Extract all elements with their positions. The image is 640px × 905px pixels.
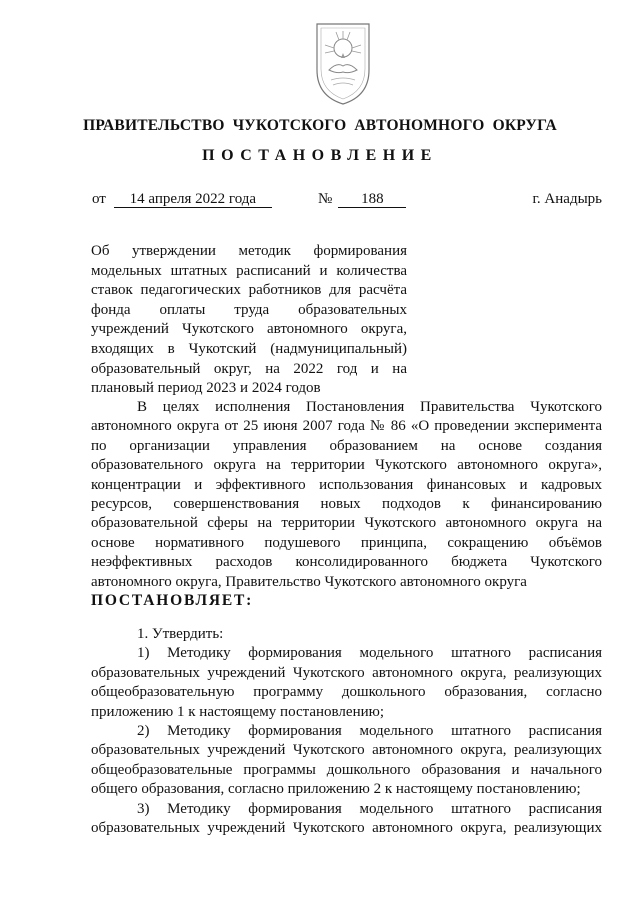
preamble-line: В целях исполнения Постановления Правительства Чукотского [137,399,602,415]
item-line: 3) Методику формирования модельного штатного расписания [137,800,602,817]
preamble-line: образовательной сферы на территории Чукотского автономного округа на [91,515,602,532]
document-type: ПОСТАНОВЛЕНИЕ [202,147,438,164]
preamble-line: образовательного округа на территории Чукотского автономного округа», [91,457,602,474]
caption-line: Об утверждении методик формирования [91,243,407,259]
document-date [92,191,272,208]
preamble-line: автономного округа от 25 июня 2007 года № 86 «О проведении эксперимента [91,418,602,435]
item-line: 1. Утвердить: [137,626,224,642]
preamble-line: основе нормативного подушевого принципа, сокращению объёмов [91,534,602,551]
caption-line: фонда оплаты труда образовательных [91,301,407,318]
item-line: 1) Методику формирования модельного штатного расписания [137,645,602,662]
preamble-line: ресурсов, совершенствования новых подходов к финансированию [91,496,602,513]
document-caption [91,242,407,399]
document-city: г. Анадырь [532,191,602,207]
preamble-line: по организации управления образованием на основе создания [91,437,602,454]
document-number [318,191,406,208]
caption-line: ставок педагогических работников для расчёта [91,282,407,299]
caption-line: модельных штатных расписаний и количества [91,262,407,279]
caption-line: учреждений Чукотского автономного округа, [91,321,407,338]
item-line: общеобразовательную программу дошкольного образования, согласно [91,684,602,701]
item-line: общеобразовательные программы дошкольного образования и начального [91,761,602,778]
number-value: 188 [338,192,406,208]
preamble-line: неэффективных расходов консолидированного бюджета Чукотского [91,554,602,571]
date-value: 14 апреля 2022 года [114,192,272,208]
date-label: от [92,191,106,207]
item-line: общего образования, согласно приложению 2 к настоящему постановлению; [91,781,581,798]
item-line: образовательных учреждений Чукотского автономного округа, реализующих [91,664,602,681]
caption-line: плановый период 2023 и 2024 годов [91,380,321,397]
item-line: образовательных учреждений Чукотского автономного округа, реализующих [91,742,602,759]
government-title: ПРАВИТЕЛЬСТВО ЧУКОТСКОГО АВТОНОМНОГО ОКРУГА [83,117,557,134]
caption-line: образовательный округ, на 2022 год и на [91,360,407,377]
caption-line: входящих в Чукотский (надмуниципальный) [91,340,407,357]
preamble-paragraph [91,398,602,592]
decree-items [91,625,602,838]
preamble-line: концентрации и эффективного использования финансовых и кадровых [91,476,602,493]
preamble-line: автономного округа, Правительство Чукотского автономного округа [91,573,527,590]
decree-heading: ПОСТАНОВЛЯЕТ: [91,592,254,609]
number-label: № [318,191,333,207]
item-line: приложению 1 к настоящему постановлению; [91,703,384,720]
item-line: 2) Методику формирования модельного штатного расписания [137,723,602,740]
item-line: образовательных учреждений Чукотского автономного округа, реализующих [91,820,602,837]
coat-of-arms-icon [311,18,375,108]
